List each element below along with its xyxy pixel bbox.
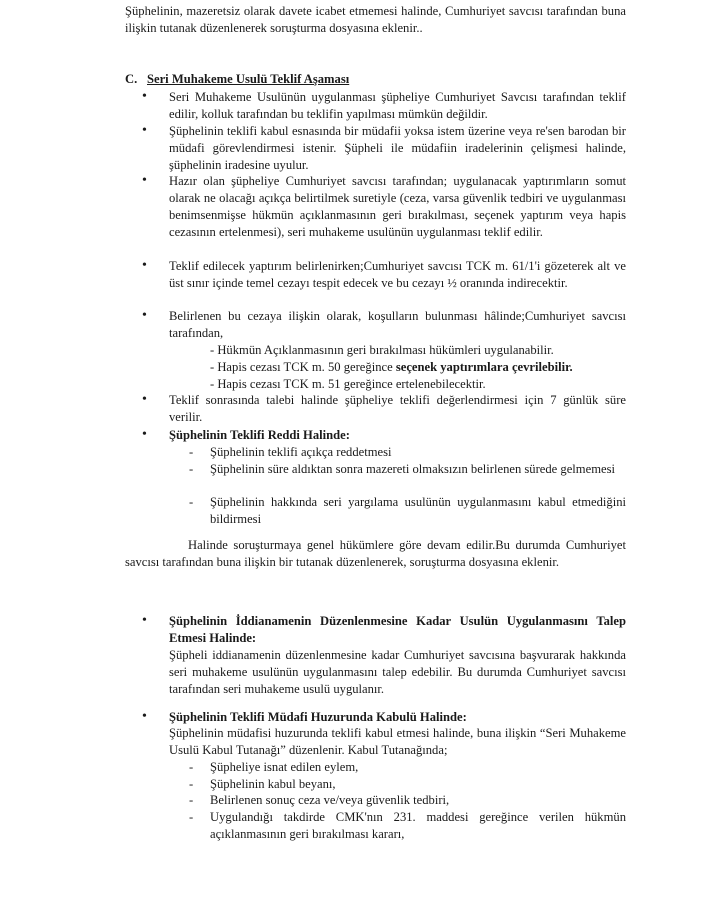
bullet-text: Teklif sonrasında talebi halinde şüpheliye teklifi değerlendirmesi için 7 günlük süre verilir. <box>169 393 626 424</box>
dash-marker: - <box>189 760 194 774</box>
bullet-marker: • <box>142 392 147 407</box>
dash-marker: - <box>189 793 194 807</box>
bullet-heading: Şüphelinin Teklifi Reddi Halinde: <box>169 428 350 442</box>
dash-item: Şüphelinin süre aldıktan sonra mazereti olmaksızın belirlenen sürede gelmemesi <box>210 462 615 476</box>
bullet-text: Belirlenen bu cezaya ilişkin olarak, koşulların bulunması hâlinde;Cumhuriyet savcısı tarafından, <box>169 309 626 340</box>
dash-marker: - <box>189 445 194 459</box>
refusal-paragraph: Halinde soruşturmaya genel hükümlere göre devam edilir.Bu durumda Cumhuriyet savcısı tarafından buna ilişkin bir tutanak düzenlenerek, soruşturma dosyasına eklenir. <box>125 538 626 569</box>
bullet-marker: • <box>142 308 147 323</box>
dash-marker: - <box>189 462 194 476</box>
bullet-marker: • <box>142 427 147 442</box>
sanction-line-text: - Hapis cezası TCK m. 50 gereğince <box>210 360 393 374</box>
dash-item: Şüphelinin teklifi açıkça reddetmesi <box>210 445 392 459</box>
sanction-line: - Hükmün Açıklanmasının geri bırakılması hükümleri uygulanabilir. <box>210 343 554 357</box>
dash-item: Şüphelinin kabul beyanı, <box>210 777 336 791</box>
bullet-text: Şüphelinin müdafisi huzurunda teklifi kabul etmesi halinde, buna ilişkin “Seri Muhakeme Usulü Kabul Tutanağı” düzenlenir. Kabul Tutanağında; <box>169 726 626 757</box>
dash-item: Uygulandığı takdirde CMK'nın 231. maddesi gereğince verilen hükmün açıklanmasının geri bırakılması kararı, <box>210 810 626 841</box>
bullet-heading: Şüphelinin Teklifi Müdafi Huzurunda Kabulü Halinde: <box>169 710 467 724</box>
bullet-text: Şüphelinin teklifi kabul esnasında bir müdafii yoksa istem üzerine veya re'sen barodan bir müdafi görevlendirmesi istenir. Şüpheli ile müdafiin iradelerinin çelişmesi halinde, şüphelinin iradesine uyulur. <box>169 124 626 172</box>
bullet-marker: • <box>142 258 147 273</box>
sanction-line-emphasis: seçenek yaptırımlara çevrilebilir. <box>395 360 573 374</box>
bullet-marker: • <box>142 89 147 104</box>
dash-item: Şüpheliye isnat edilen eylem, <box>210 760 359 774</box>
bullet-marker: • <box>142 173 147 188</box>
bullet-marker: • <box>142 123 147 138</box>
section-title: Seri Muhakeme Usulü Teklif Aşaması <box>147 72 350 86</box>
bullet-text: Hazır olan şüpheliye Cumhuriyet savcısı tarafından; uygulanacak yaptırımların somut olarak ne olacağı açıkça belirtilmek suretiyle (ceza, varsa güvenlik tedbiri ve uygulanması benimsenmişse hükmün açıklanmasının geri bırakılması, seçenek yaptırım veya hapis cezasının ertelenmesi), seri muhakeme usulünün uygulanması teklif edilir. <box>169 174 626 239</box>
dash-item: Şüphelinin hakkında seri yargılama usulünün uygulanmasını kabul etmediğini bildirmesi <box>210 495 626 526</box>
bullet-text: Şüpheli iddianamenin düzenlenmesine kadar Cumhuriyet savcısına başvurarak hakkında seri muhakeme usulünün uygulanmasını talep edebilir. Bu durumda Cumhuriyet savcısı tarafından seri muhakeme usulü uygulanır. <box>169 648 626 696</box>
sanction-line: - Hapis cezası TCK m. 51 gereğince ertelenebilecektir. <box>210 377 486 391</box>
bullet-text: Seri Muhakeme Usulünün uygulanması şüpheliye Cumhuriyet Savcısı tarafından teklif edilir, kolluk tarafından bu teklifin yapılması mümkün değildir. <box>169 90 626 121</box>
bullet-marker: • <box>142 613 147 628</box>
bullet-marker: • <box>142 709 147 724</box>
bullet-heading: Şüphelinin İddianamenin Düzenlenmesine Kadar Usulün Uygulanmasını Talep Etmesi Halinde: <box>169 614 626 645</box>
section-label: C. <box>125 72 138 86</box>
sanction-line <box>210 359 626 376</box>
dash-marker: - <box>189 810 194 824</box>
bullet-text: Teklif edilecek yaptırım belirlenirken;Cumhuriyet savcısı TCK m. 61/1'i gözeterek alt ve üst sınır içinde temel cezayı tespit edecek ve bu cezayı ½ oranında indirecektir. <box>169 259 626 290</box>
top-paragraph: Şüphelinin, mazeretsiz olarak davete icabet etmemesi halinde, Cumhuriyet savcısı tarafından buna ilişkin tutanak düzenlenerek soruşturma dosyasına eklenir.. <box>125 4 626 35</box>
dash-item: Belirlenen sonuç ceza ve/veya güvenlik tedbiri, <box>210 793 450 807</box>
dash-marker: - <box>189 777 194 791</box>
dash-marker: - <box>189 495 194 509</box>
